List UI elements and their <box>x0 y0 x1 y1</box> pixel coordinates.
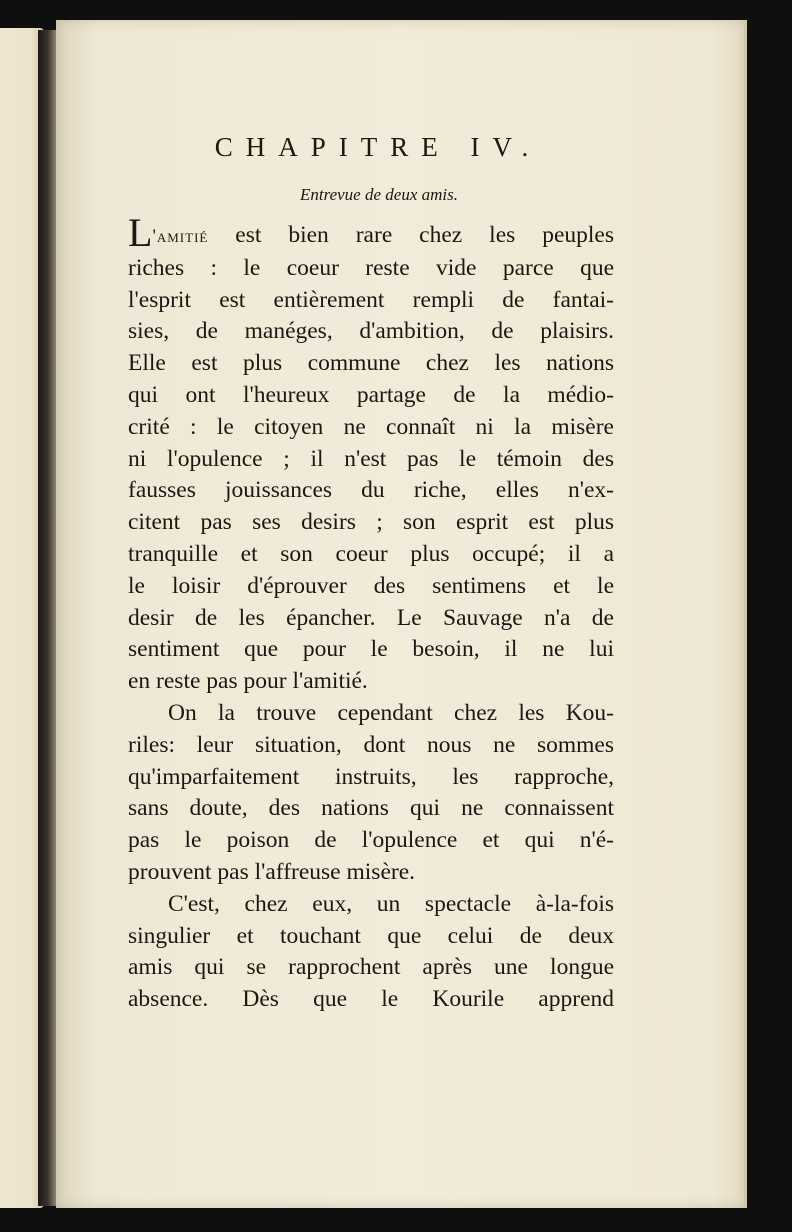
text-line: en reste pas pour l'amitié. <box>128 668 368 695</box>
page-edge <box>744 20 747 1208</box>
text-line: Elle est plus commune chez les nations <box>128 350 614 377</box>
paragraph-2 <box>128 698 614 889</box>
text-line: desir de les épancher. Le Sauvage n'a de <box>128 604 614 631</box>
text-line: qu'imparfaitement instruits, les rapproche, <box>128 763 614 790</box>
page-content <box>128 132 614 1016</box>
text-line: tranquille et son coeur plus occupé; il a <box>128 540 614 567</box>
paragraph-3 <box>128 889 614 1016</box>
drop-cap: L <box>128 210 153 255</box>
small-caps-word: 'amitié <box>152 226 209 247</box>
text-line: sentiment que pour le besoin, il ne lui <box>128 636 614 663</box>
chapter-subtitle: Entrevue de deux amis. <box>300 185 458 204</box>
text-line: qui ont l'heureux partage de la médio- <box>128 381 614 408</box>
text-line: pas le poison de l'opulence et qui n'é- <box>128 827 614 854</box>
text-line: citent pas ses desirs ; son esprit est plus <box>128 509 614 536</box>
text-line: singulier et touchant que celui de deux <box>128 922 614 949</box>
text-line: ni l'opulence ; il n'est pas le témoin des <box>128 445 614 472</box>
chapter-title: CHAPITRE IV. <box>214 132 542 162</box>
paragraph-1 <box>128 210 614 698</box>
text-line: sies, de manéges, d'ambition, de plaisirs. <box>128 318 614 345</box>
text-line: riches : le coeur reste vide parce que <box>128 254 614 281</box>
first-line-text: est bien rare chez les peuples <box>208 222 614 248</box>
text-line: crité : le citoyen ne connaît ni la misère <box>128 413 614 440</box>
text-line: riles: leur situation, dont nous ne sommes <box>128 731 614 758</box>
text-line: prouvent pas l'affreuse misère. <box>128 858 416 885</box>
text-line: amis qui se rapprochent après une longue <box>128 954 614 981</box>
text-line: C'est, chez eux, un spectacle à-la-fois <box>168 890 614 917</box>
text-line: l'esprit est entièrement rempli de fantai- <box>128 286 614 313</box>
text-line <box>128 210 614 255</box>
text-line: fausses jouissances du riche, elles n'ex- <box>128 477 614 504</box>
text-line: le loisir d'éprouver des sentimens et le <box>128 572 614 599</box>
text-line: On la trouve cependant chez les Kou- <box>168 699 614 726</box>
text-line: absence. Dès que le Kourile apprend <box>128 986 614 1013</box>
text-line: sans doute, des nations qui ne connaissent <box>128 795 614 822</box>
